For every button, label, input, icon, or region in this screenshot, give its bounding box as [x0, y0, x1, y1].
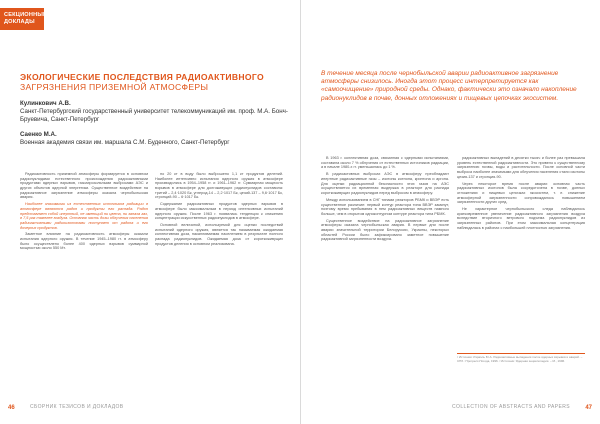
right-page — [300, 0, 600, 424]
section-tag: СЕКЦИОННЫЕ ДОКЛАДЫ — [0, 8, 44, 30]
right-column-1 — [321, 156, 449, 356]
author-2-name: Саенко М.А. — [20, 131, 57, 138]
paragraph: но 20 кт в воду было выброшено 1,1 кт продуктов делений. Наиболее интенсивно испытания ядерного оружия в атмосфере производились в 1954–1958 гг. и 1961–1962 гг. Суммарная мощность взрывов в атмосфере для долгоживущих радионуклидов составила: тритий – 2,4·1020 Бк, углерод-14 – 2,2·1017 Бк, цезий-137 – 9,6·1017 Бк, стронций-90 – 6·1017 Бк. — [155, 172, 283, 200]
paragraph: Радиоактивность приземной атмосферы формируется в основном радионуклидами естественного происхождения радиоактивными продуктами ядерных взрывов, газоаэрозольными выбросами АЭС и других объектов ядерной энергетики. Существенное воздействие на радиоактивное загрязнение атмосферы оказала чернобыльская авария. — [20, 172, 148, 200]
author-1-name: Кулинкович А.В. — [20, 100, 71, 107]
left-column-2 — [155, 172, 283, 386]
paragraph: радиоактивных выпадений в десятки тысяч и более раз превышала уровень естественной радиоактивности. Это привело к существенному загрязнению почвы, воды и растительности. После основной части выброса наиболее значимыми для облучения населения стали изотопы цезия-137 и стронция-90. — [457, 156, 585, 179]
authors-block — [20, 100, 290, 147]
title-line-2: ЗАГРЯЗНЕНИЯ ПРИЗЕМНОЙ АТМОСФЕРЫ — [20, 82, 209, 92]
paragraph: Основной величиной, используемой для оценки последствий испытаний ядерного оружия, является так называемая ожидаемая коллективная доза, накапливаемая населением в результате полного распада радионуклидов. Ожидаемая доза от короткоживущих продуктов деления в основном реализована. — [155, 223, 283, 246]
left-column-1 — [20, 172, 148, 386]
paragraph: Не характерное чернобыльского следа наблюдалось кратковременное увеличение радиоактивного загрязнения воздуха вследствие вторичного ветрового подъема радионуклидов из загрязненных районов. При этом максимальная концентрация наблюдалась в районах с наибольшей плотностью загрязнения. — [457, 207, 585, 230]
paragraph: В радиоактивных выбросах АЭС в атмосферу преобладают инертные радиоактивные газы – изотопы ксенона, криптона и аргона. Для оценки радиационной безопасности этих газов на АЭС осуществляется их временная выдержка в реакторе для распада короткоживущих радионуклидов перед выбросом в атмосферу. — [321, 172, 449, 195]
paragraph-highlight: Наиболее значимыми из естественных источников радиации в атмосфере являются радон и продукты его распада. Радон представляет собой инертный, не имеющий ни цвета, ни запаха газ, в 7,5 раз тяжелее воздуха. Основная часть дозы облучения населения радиоактивными радиоизотопами поступает от радона и его дочерних продуктов. — [20, 202, 148, 230]
author-2-affiliation: Военная академия связи им. маршала С.М. Буденного, Санкт-Петербург — [20, 139, 230, 146]
footer-right: COLLECTION OF ABSTRACTS AND PAPERS — [452, 404, 570, 410]
footer-left: СБОРНИК ТЕЗИСОВ И ДОКЛАДОВ — [30, 404, 124, 410]
paragraph: Существенное воздействие на радиоактивное загрязнение атмосферы оказала чернобыльская авария. В первые дни после аварии значительной территории Белоруссии, Украины, некоторых областей России было зафиксировано заметное повышение радиоактивной загрязненности воздуха. — [321, 218, 449, 242]
author-1-affiliation: Санкт-Петербургский государственный университет телекоммуникаций им. проф. М.А. Бонч-Бруевича, Санкт-Петербург — [20, 108, 288, 123]
article-title — [20, 72, 280, 92]
title-line-1: ЭКОЛОГИЧЕСКИЕ ПОСЛЕДСТВИЯ РАДИОАКТИВНОГО — [20, 72, 264, 82]
right-column-2 — [457, 156, 585, 356]
paragraph: Заметное влияние на радиоактивность атмосферы оказали испытания ядерного оружия. В течение 1945–1980 гг. в атмосферу было осуществлено более 400 ядерных взрывов суммарной мощностью около 550 Мт. — [20, 232, 148, 251]
paragraph: В 1963 г. коллективная доза, связанная с ядерными испытаниями, составила около 7 % облучения от естественных источников радиации, а в начале 1980-х гг. уменьшилась до 1 %. — [321, 156, 449, 170]
paragraph: Между использованием в СНГ типами реакторов РБМК и ВВЭР есть существенное различие: первый контур реактора типа ВВЭР замкнут, поэтому время пребывания в нем радиоактивных веществ намного больше, чем в открытом одноконтурном контуре реактора типа РБМК. — [321, 197, 449, 216]
page-number-left: 46 — [8, 405, 15, 411]
pull-quote: В течение месяца после чернобыльской аварии радиоактивное загрязнение атмосферы снизилось. Иногда этот процесс интерпретируется как «самоочищение» природной среды. Однако, фактически это означало накопление радионуклидов в почве, донных отложениях и пищевых цепочках экосистем. — [321, 70, 577, 102]
footnote: ¹ Источник: Израэль Ю.А. Радиоактивные выпадения после ядерных взрывов и аварий. – СПб.: Прогресс-Погода, 1996. ² Источник: Ядерная энциклопедия. – М., 1996. — [457, 353, 585, 363]
page-number-right: 47 — [585, 405, 592, 411]
paragraph: Через некоторое время после аварии основная часть радиоактивных изотопов была сосредоточена в почве, донных отложениях и пищевых цепочках экосистем, т. е. снижение атмосферной загрязненности сопровождалось повышением загрязненности других сред. — [457, 181, 585, 205]
paragraph: Содержание радиоактивных продуктов ядерных взрывов в атмосфере было максимальным в период интенсивных испытаний ядерного оружия. После 1963 г. появилась тенденция к снижению концентрации искусственных радионуклидов в атмосфере. — [155, 202, 283, 221]
